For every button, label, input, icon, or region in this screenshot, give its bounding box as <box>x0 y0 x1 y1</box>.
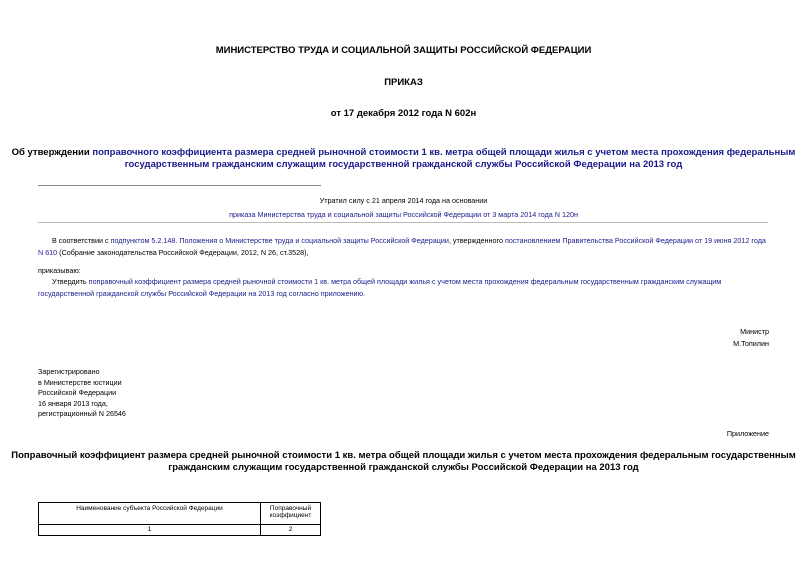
status-note <box>0 195 807 221</box>
table-header-cell: Поправочный коэффициент <box>261 503 321 525</box>
title-link-continued[interactable]: государственным гражданским служащим государственной гражданской службы Российской Федерации на 2013 год <box>124 159 683 170</box>
title-prefix: Об утверждении <box>11 147 93 158</box>
approve-paragraph <box>38 276 768 300</box>
status-line: Утратил силу с 21 апреля 2014 года на основании <box>319 196 488 205</box>
signature-block <box>733 326 769 350</box>
coefficient-table <box>38 502 321 536</box>
order-word: приказываю: <box>38 266 81 275</box>
table-cell: 1 <box>39 525 261 536</box>
approve-text: Утвердить <box>52 277 89 286</box>
preamble-text-c: (Собрание законодательства Российской Федерации, 2012, N 26, ст.3528), <box>57 248 309 257</box>
preamble-paragraph <box>38 235 768 259</box>
ministry-heading: МИНИСТЕРСТВО ТРУДА И СОЦИАЛЬНОЙ ЗАЩИТЫ РОССИЙСКОЙ ФЕДЕРАЦИИ <box>215 45 592 56</box>
appendix-title <box>0 450 807 474</box>
title-separator <box>38 185 321 186</box>
status-separator <box>38 222 768 223</box>
repeal-order-link[interactable]: приказа Министерства труда и социальной защиты Российской Федерации от 3 марта 2014 года N 120н <box>229 210 578 219</box>
registration-line: Российской Федерации <box>38 388 117 397</box>
preamble-text-a: В соответствии с <box>52 236 111 245</box>
appendix-title-line: гражданским служащим государственной гражданской службы Российской Федерации на 2013 год <box>168 462 639 473</box>
doc-date-number: от 17 декабря 2012 года N 602н <box>330 108 477 119</box>
registration-line: 16 января 2013 года, <box>38 398 108 408</box>
table-header-row <box>39 503 321 525</box>
signature-position: Министр <box>740 327 769 336</box>
table-row <box>39 525 321 536</box>
title-link[interactable]: поправочного коэффициента размера средней рыночной стоимости 1 кв. метра общей площади жилья с учетом места прохождения федеральным <box>92 147 796 158</box>
appendix-title-line: Поправочный коэффициент размера средней рыночной стоимости 1 кв. метра общей площади жилья с учетом места прохождения федеральным государственным <box>11 450 796 461</box>
preamble-text-b: , утвержденного <box>448 236 505 245</box>
registration-line: в Министерстве юстиции <box>38 377 122 387</box>
signature-name: М.Топилин <box>733 339 769 348</box>
approve-link[interactable]: поправочный коэффициент размера средней рыночной стоимости 1 кв. метра общей площади жилья с учетом места прохождения федеральным государственным гражданским служащим <box>88 277 722 286</box>
resolution-link[interactable]: постановлением Правительства Российской Федерации от 19 июня 2012 года <box>504 236 766 245</box>
doc-type-heading: ПРИКАЗ <box>384 77 423 88</box>
registration-block <box>38 367 126 420</box>
registration-line: Зарегистрировано <box>38 367 100 376</box>
appendix-label: Приложение <box>726 429 769 438</box>
resolution-number-link[interactable]: N 610 <box>38 248 58 257</box>
approve-link-continued[interactable]: государственной гражданской службы Российской Федерации на 2013 год согласно приложению. <box>38 289 365 298</box>
registration-line: регистрационный N 26546 <box>38 409 126 418</box>
regulation-link[interactable]: подпунктом 5.2.148. Положения о Министерстве труда и социальной защиты Российской Федерации <box>110 236 449 245</box>
table-header-cell: Наименование субъекта Российской Федерации <box>39 503 261 525</box>
document-title <box>0 147 807 171</box>
table-cell: 2 <box>261 525 321 536</box>
